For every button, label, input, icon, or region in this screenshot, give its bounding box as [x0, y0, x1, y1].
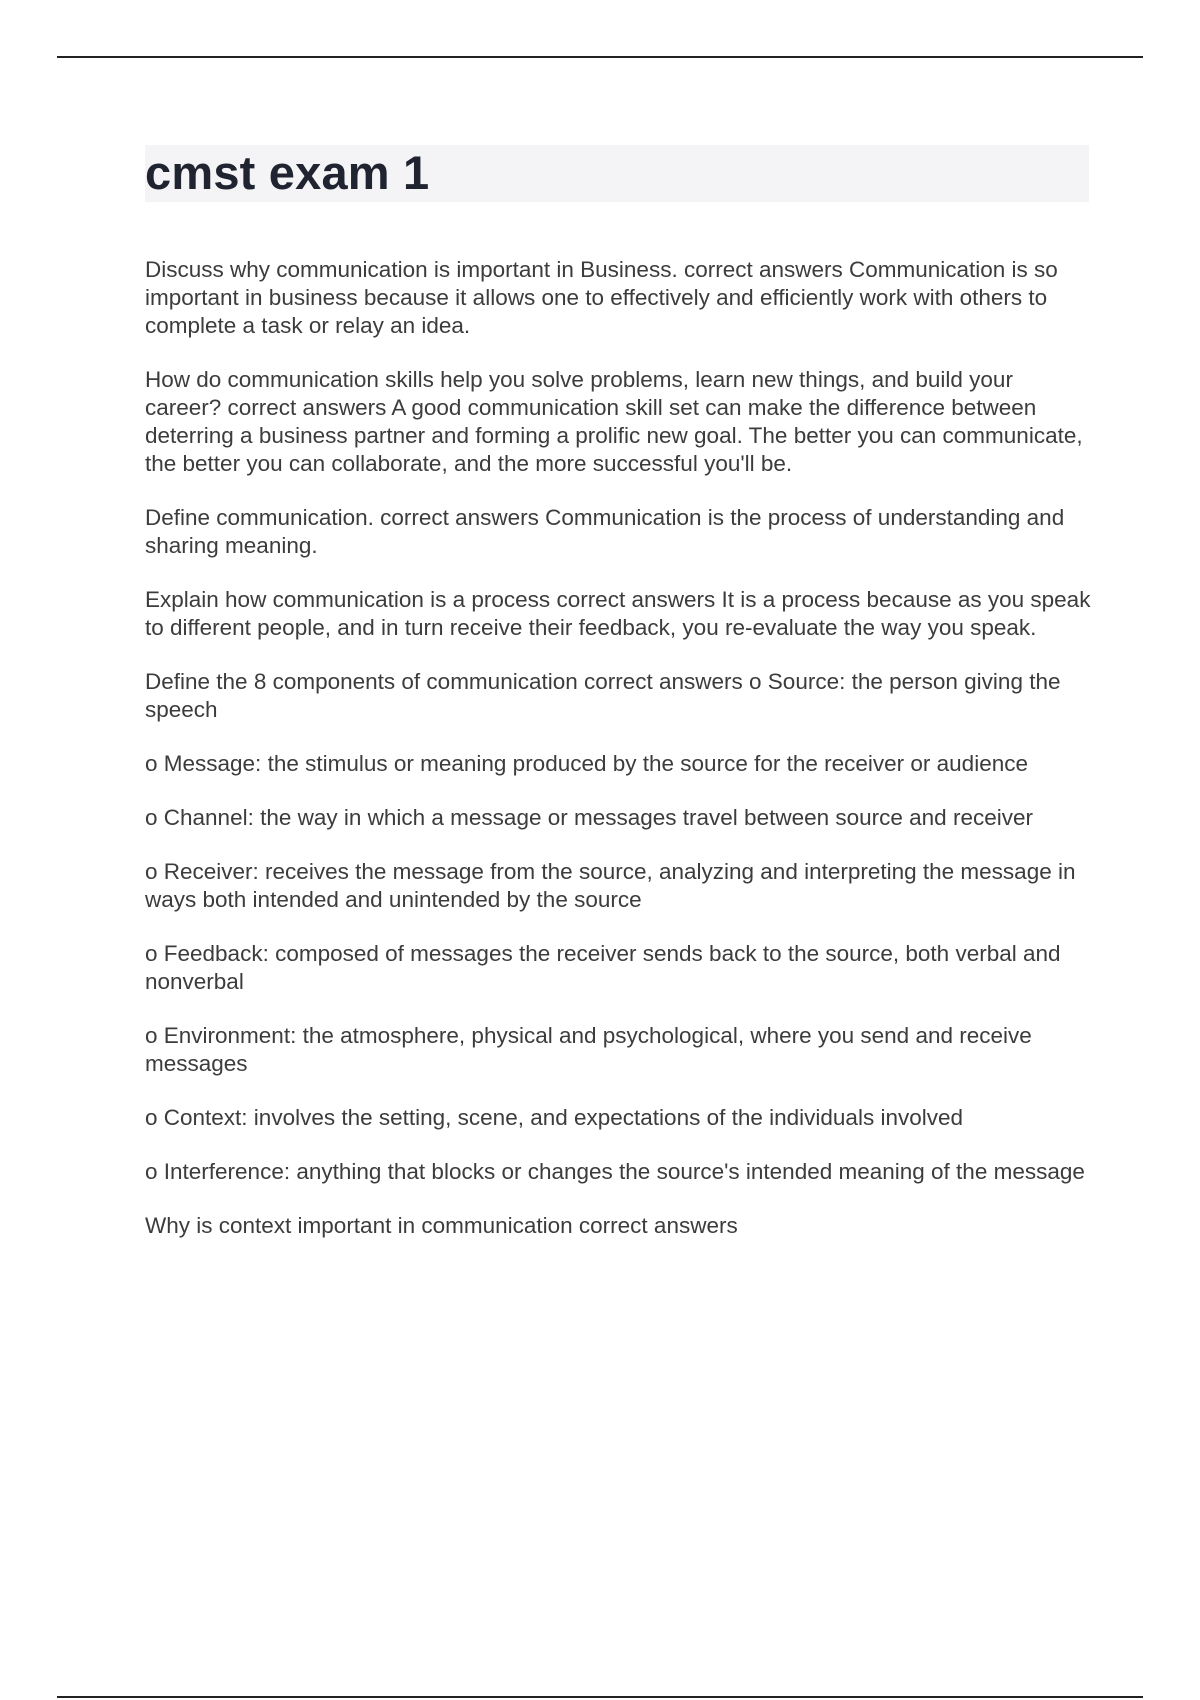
- paragraph: o Channel: the way in which a message or messages travel between source and receiver: [145, 805, 1033, 830]
- paragraph: o Feedback: composed of messages the receiver sends back to the source, both verbal and nonverbal: [145, 941, 1061, 994]
- bottom-divider: [57, 1696, 1143, 1698]
- paragraph: How do communication skills help you solve problems, learn new things, and build your career? correct answers A good communication skill set can make the difference between deterring a business partner and forming a prolific new goal. The better you can communicate, the better you can collaborate, and the more successful you'll be.: [145, 367, 1083, 476]
- paragraph: Define communication. correct answers Communication is the process of understanding and sharing meaning.: [145, 505, 1065, 558]
- paragraph: o Receiver: receives the message from the source, analyzing and interpreting the message in ways both intended and unintended by the source: [145, 859, 1076, 912]
- paragraph: o Context: involves the setting, scene, and expectations of the individuals involved: [145, 1105, 963, 1130]
- page-title: cmst exam 1: [145, 146, 430, 199]
- paragraph: Define the 8 components of communication correct answers o Source: the person giving the speech: [145, 669, 1061, 722]
- paragraph: o Message: the stimulus or meaning produced by the source for the receiver or audience: [145, 751, 1028, 776]
- paragraph: Why is context important in communication correct answers: [145, 1213, 738, 1238]
- paragraph: Discuss why communication is important in Business. correct answers Communication is so important in business because it allows one to effectively and efficiently work with others to complete a task or relay an idea.: [145, 257, 1058, 338]
- top-divider: [57, 56, 1143, 58]
- document-body: [145, 256, 1095, 1266]
- paragraph: o Interference: anything that blocks or changes the source's intended meaning of the message: [145, 1159, 1085, 1184]
- paragraph: Explain how communication is a process correct answers It is a process because as you speak to different people, and in turn receive their feedback, you re-evaluate the way you speak.: [145, 587, 1091, 640]
- paragraph: o Environment: the atmosphere, physical and psychological, where you send and receive messages: [145, 1023, 1032, 1076]
